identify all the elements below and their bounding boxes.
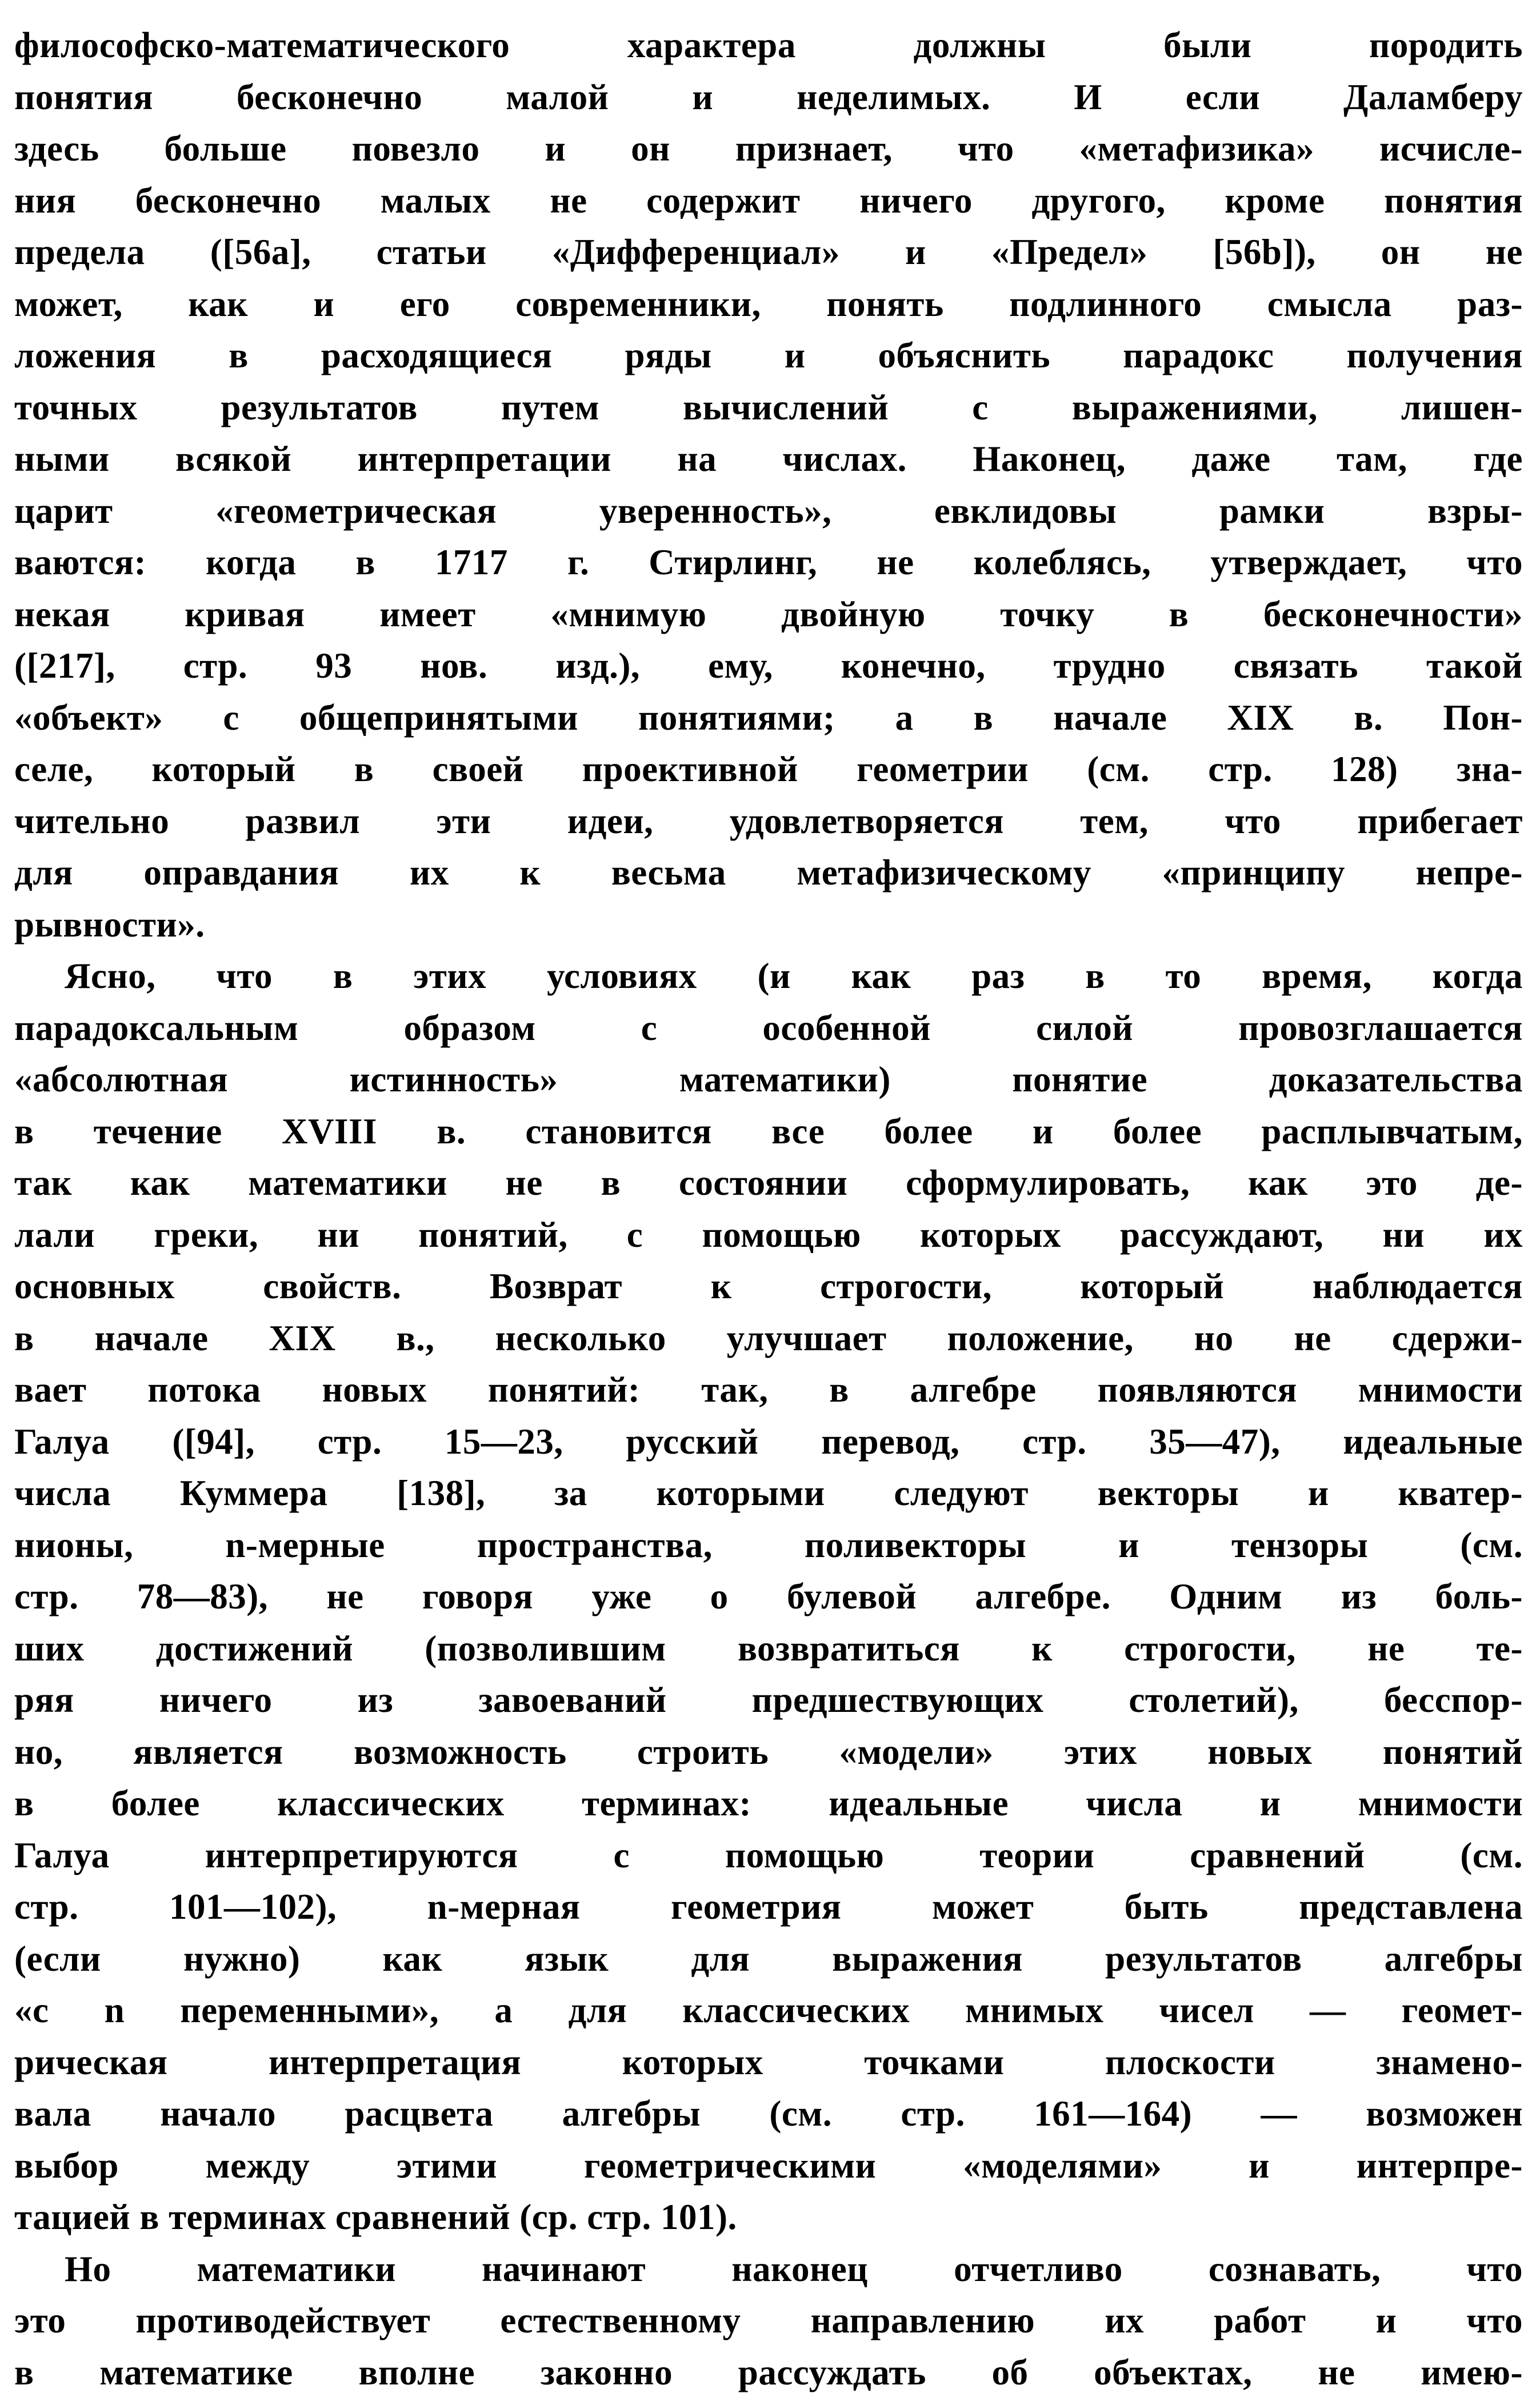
text-line: селе, который в своей проективной геометрии (см. стр. 128) зна- [14, 749, 1523, 789]
text-line: здесь больше повезло и он признает, что «метафизика» исчисле- [14, 129, 1523, 169]
text-line: Галуа ([94], стр. 15—23, русский перевод, стр. 35—47), идеальные [14, 1421, 1523, 1462]
text-line: царит «геометрическая уверенность», евклидовы рамки взры- [14, 490, 1523, 531]
text-line: лали греки, ни понятий, с помощью которых рассуждают, ни их [14, 1214, 1523, 1255]
text-line: стр. 78—83), не говоря уже о булевой алгебре. Одним из боль- [14, 1576, 1523, 1616]
text-line: это противодействует естественному направлению их работ и что [14, 2300, 1523, 2340]
text-line: Но математики начинают наконец отчетливо сознавать, что [65, 2248, 1523, 2289]
text-line: рывности». [14, 904, 205, 945]
text-line: ваются: когда в 1717 г. Стирлинг, не колеблясь, утверждает, что [14, 542, 1523, 582]
body-text [14, 19, 1523, 2398]
text-line: понятия бесконечно малой и неделимых. И если Даламберу [14, 77, 1523, 117]
text-line: ния бесконечно малых не содержит ничего другого, кроме понятия [14, 180, 1523, 221]
text-line: предела ([56a], статьи «Дифференциал» и «Предел» [56b]), он не [14, 232, 1523, 272]
text-line: нионы, n-мерные пространства, поливекторы и тензоры (см. [14, 1524, 1523, 1565]
text-line: некая кривая имеет «мнимую двойную точку в бесконечности» [14, 594, 1523, 634]
text-line: философско-математического характера должны были породить [14, 25, 1523, 65]
text-line: рическая интерпретация которых точками плоскости знамено- [14, 2042, 1523, 2082]
text-line: стр. 101—102), n-мерная геометрия может быть представлена [14, 1887, 1523, 1927]
text-line: так как математики не в состоянии сформулировать, как это де- [14, 1163, 1523, 1203]
text-line: но, является возможность строить «модели» этих новых понятий [14, 1731, 1523, 1772]
text-line: «с n переменными», а для классических мнимых чисел — геомет- [14, 1990, 1523, 2030]
text-line: может, как и его современники, понять подлинного смысла раз- [14, 283, 1523, 324]
text-line: ([217], стр. 93 нов. изд.), ему, конечно, трудно связать такой [14, 646, 1523, 686]
text-line: в более классических терминах: идеальные числа и мнимости [14, 1783, 1523, 1823]
text-line: Галуа интерпретируются с помощью теории сравнений (см. [14, 1835, 1523, 1875]
text-line: числа Куммера [138], за которыми следуют векторы и кватер- [14, 1473, 1523, 1513]
text-line: в течение XVIII в. становится все более и более расплывчатым, [14, 1111, 1523, 1151]
text-line: тацией в терминах сравнений (ср. стр. 101). [14, 2197, 737, 2237]
text-line: основных свойств. Возврат к строгости, который наблюдается [14, 1266, 1523, 1306]
text-line: ряя ничего из завоеваний предшествующих столетий), бесспор- [14, 1680, 1523, 1720]
text-line: для оправдания их к весьма метафизическому «принципу непре- [14, 853, 1523, 893]
text-line: чительно развил эти идеи, удовлетворяется тем, что прибегает [14, 801, 1523, 841]
text-line: Ясно, что в этих условиях (и как раз в то время, когда [65, 956, 1523, 996]
text-line: парадоксальным образом с особенной силой провозглашается [14, 1007, 1523, 1048]
text-line: «объект» с общепринятыми понятиями; а в начале XIX в. Пон- [14, 697, 1523, 738]
text-line: точных результатов путем вычислений с выражениями, лишен- [14, 387, 1523, 427]
text-line: в математике вполне законно рассуждать об объектах, не имею- [14, 2352, 1523, 2392]
text-line: выбор между этими геометрическими «моделями» и интерпре- [14, 2145, 1523, 2186]
text-line: вала начало расцвета алгебры (см. стр. 161—164) — возможен [14, 2094, 1523, 2134]
text-line: вает потока новых понятий: так, в алгебре появляются мнимости [14, 1370, 1523, 1410]
text-line: ших достижений (позволившим возвратиться к строгости, не те- [14, 1628, 1523, 1668]
text-line: (если нужно) как язык для выражения результатов алгебры [14, 1938, 1523, 1979]
text-line: «абсолютная истинность» математики) понятие доказательства [14, 1059, 1523, 1099]
text-line: в начале XIX в., несколько улучшает положение, но не сдержи- [14, 1318, 1523, 1358]
text-line: ными всякой интерпретации на числах. Наконец, даже там, где [14, 439, 1523, 479]
text-line: ложения в расходящиеся ряды и объяснить парадокс получения [14, 335, 1523, 375]
